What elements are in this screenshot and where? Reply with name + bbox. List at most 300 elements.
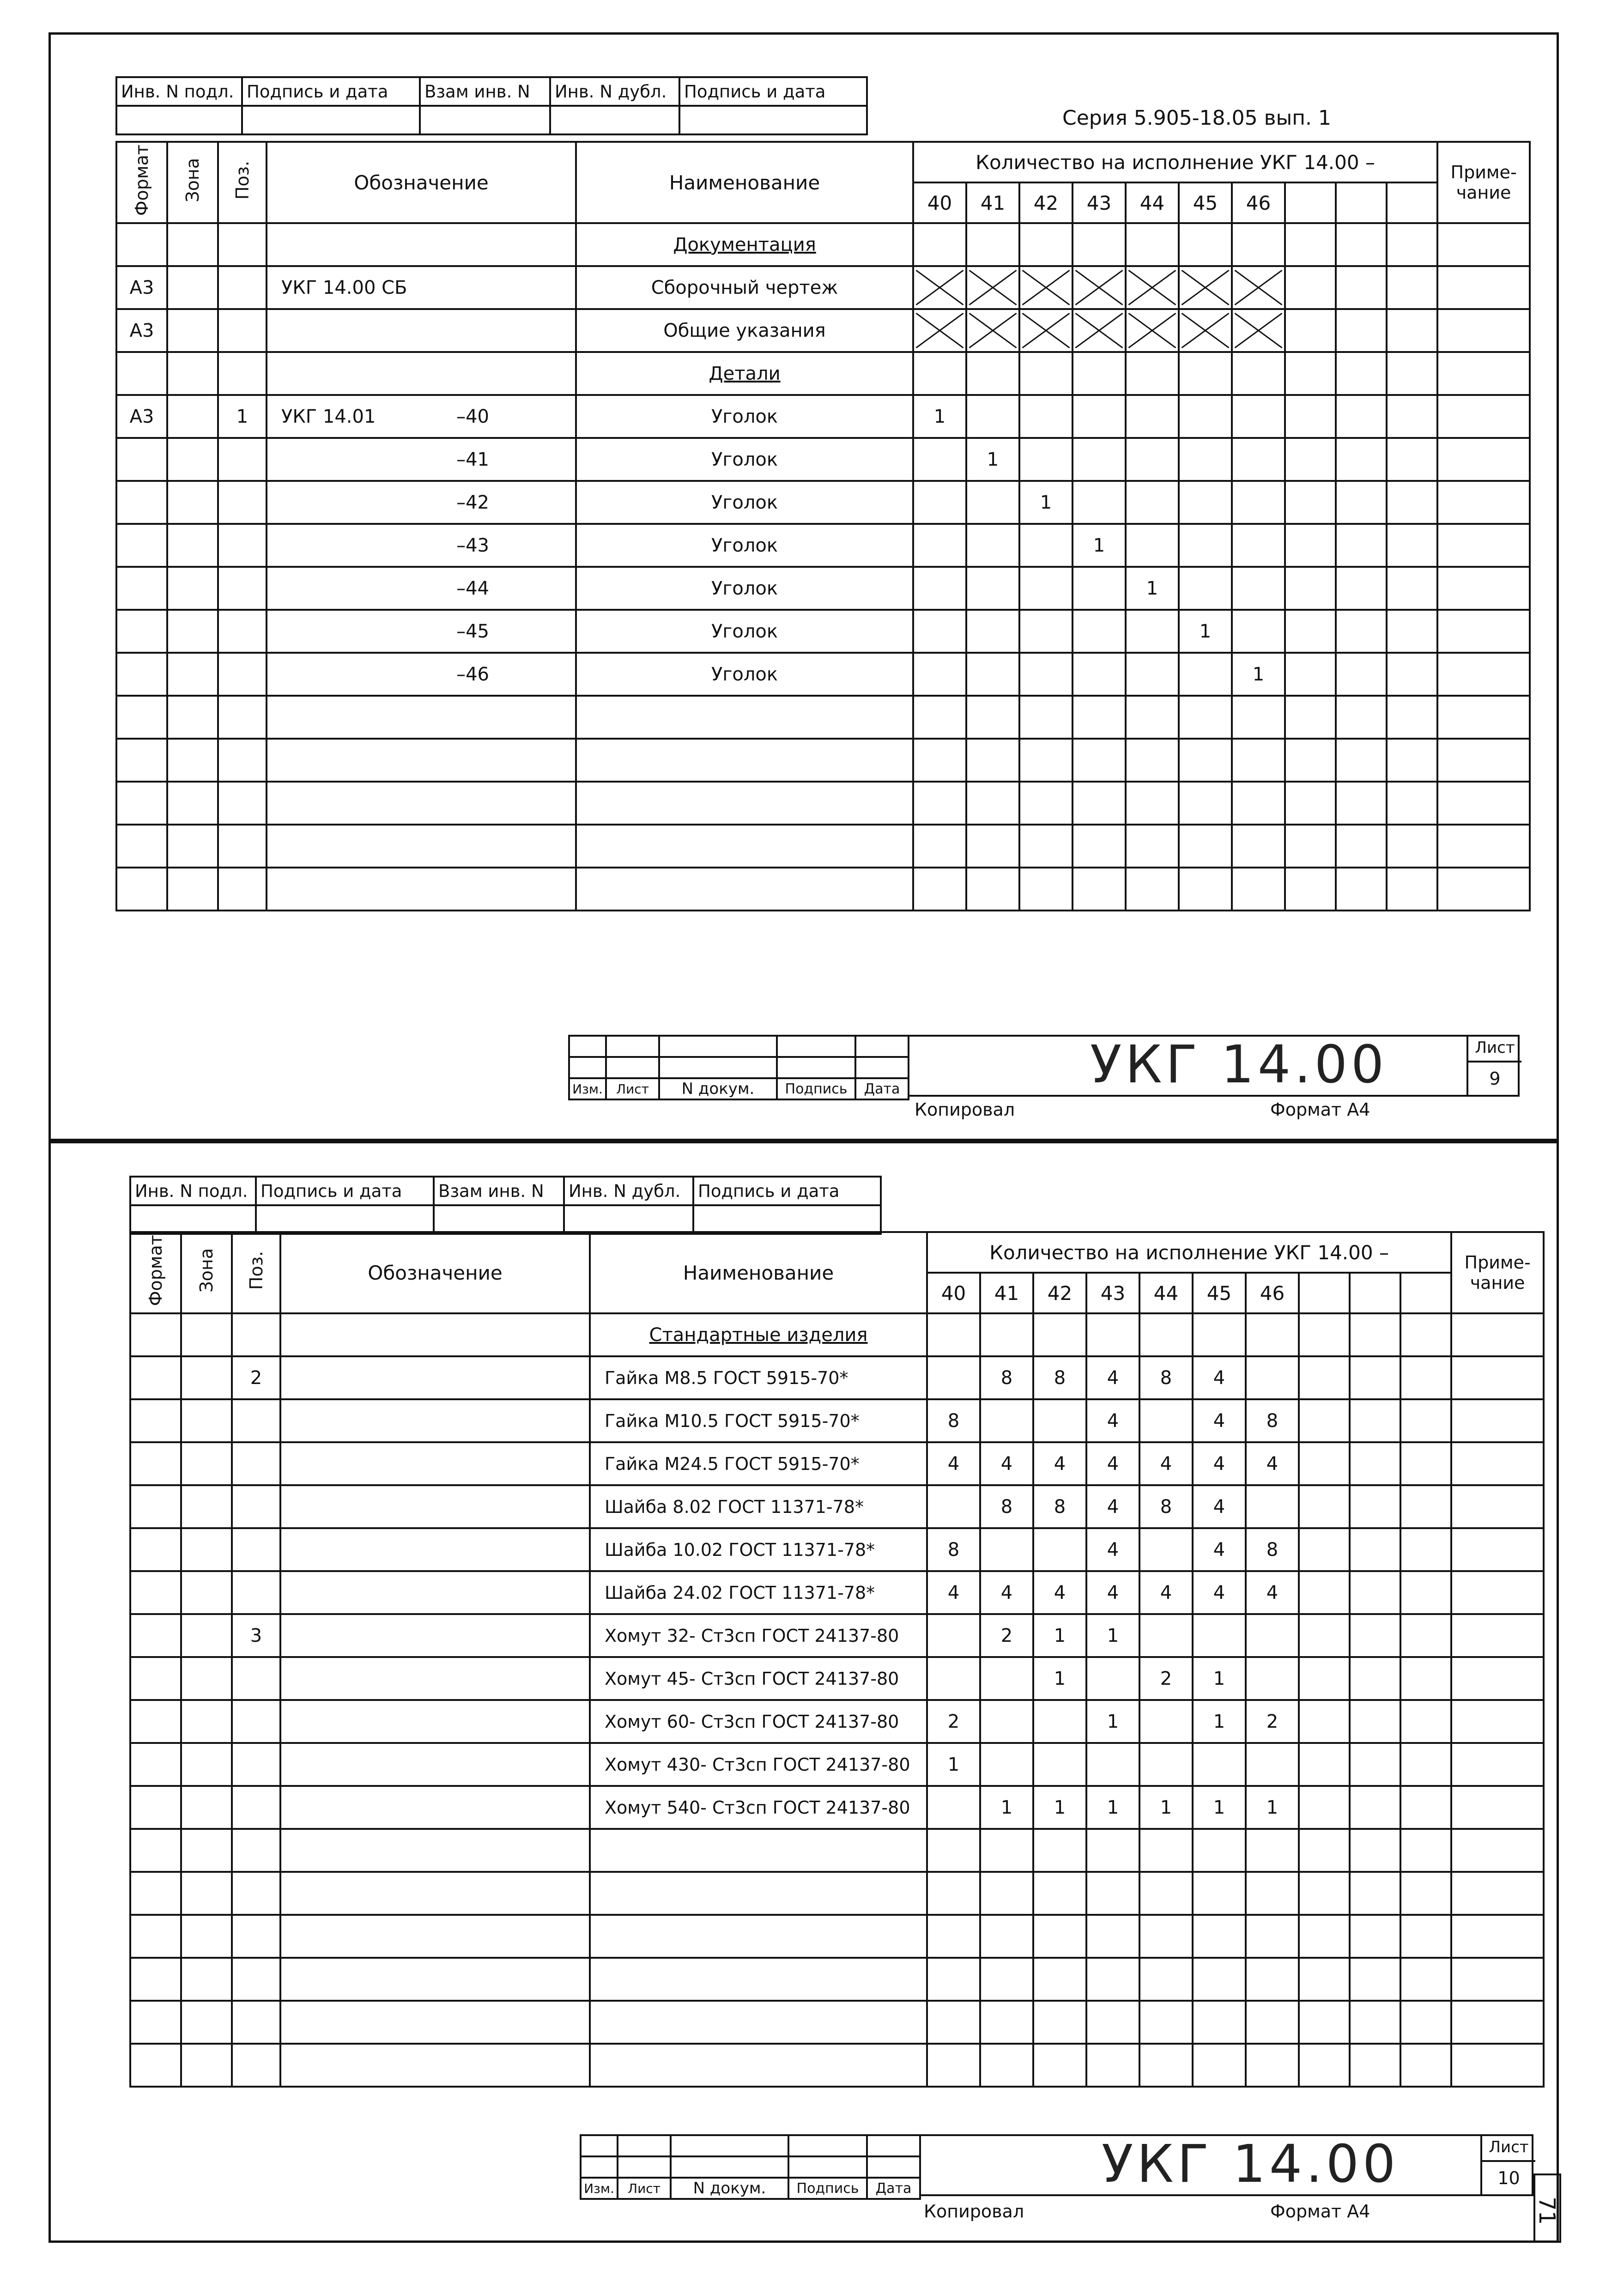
- note-cell: [1437, 223, 1530, 266]
- qty-cell: [1126, 868, 1179, 911]
- qty-cell: [1336, 825, 1387, 868]
- format-cell: [130, 1700, 181, 1743]
- qty-cell: [1336, 438, 1387, 481]
- note-cell: [1451, 1614, 1544, 1657]
- pos-cell: [218, 266, 267, 309]
- format-cell: [116, 352, 167, 395]
- table-row: [130, 1485, 1544, 1528]
- table-row: [130, 2044, 1544, 2087]
- corner-number-box: [1533, 2174, 1561, 2243]
- spec-body-2: [130, 1313, 1544, 2087]
- note-cell: [1451, 1313, 1544, 1356]
- qty-cell: [927, 1872, 980, 1915]
- qty-cell: [1033, 1399, 1086, 1442]
- qty-cell: [1019, 653, 1073, 696]
- qty-cell: [1086, 2001, 1139, 2044]
- name-cell: [590, 1872, 927, 1915]
- designation-cell: [280, 1786, 590, 1829]
- qty-cell: 1: [1193, 1786, 1246, 1829]
- qty-cell: [1086, 1958, 1139, 2001]
- strip-label: Подпись и дата: [693, 1177, 881, 1205]
- qty-cell: 1: [1086, 1786, 1139, 1829]
- qty-cell: [1350, 1829, 1400, 1872]
- name-cell: [576, 825, 913, 868]
- qty-cell: 1: [1033, 1786, 1086, 1829]
- format-cell: [130, 1786, 181, 1829]
- qty-cell: [1299, 1356, 1350, 1399]
- designation-cell: [280, 2001, 590, 2044]
- qty-cell: [1350, 1571, 1400, 1614]
- qty-cell: [1350, 1700, 1400, 1743]
- designation-cell: [267, 868, 576, 911]
- designation-code: УКГ 14.01: [281, 406, 376, 427]
- zone-cell: [167, 481, 218, 524]
- pos-cell: [218, 696, 267, 739]
- variant-header: 41: [980, 1273, 1033, 1313]
- sheet-number: 10: [1497, 2168, 1520, 2188]
- format-cell: А3: [116, 266, 167, 309]
- qty-cell: [1139, 1829, 1193, 1872]
- qty-cell: 1: [1086, 1614, 1139, 1657]
- designation-cell: [267, 610, 576, 653]
- qty-cell: [1126, 524, 1179, 567]
- table-row: [130, 1786, 1544, 1829]
- zone-cell: [181, 1485, 232, 1528]
- qty-cell: [980, 1743, 1033, 1786]
- qty-cell: [980, 1829, 1033, 1872]
- qty-cell: [1387, 309, 1437, 352]
- qty-cell: [1387, 825, 1437, 868]
- qty-cell: [1336, 223, 1387, 266]
- qty-cell: [1285, 696, 1336, 739]
- col-zone: Зона: [167, 142, 218, 223]
- qty-cell: 4: [1193, 1571, 1246, 1614]
- qty-cell: [1246, 1356, 1299, 1399]
- qty-cell: [1285, 653, 1336, 696]
- sheet-label: Лист: [1468, 1035, 1521, 1062]
- qty-cell: [1232, 395, 1285, 438]
- name-cell: Хомут 540- Ст3сп ГОСТ 24137-80: [590, 1786, 927, 1829]
- pos-cell: [218, 868, 267, 911]
- qty-cell: [1336, 567, 1387, 610]
- note-cell: [1437, 524, 1530, 567]
- qty-cell: [1336, 868, 1387, 911]
- crossed-cell: [1126, 309, 1179, 352]
- qty-cell: [1350, 1872, 1400, 1915]
- format-cell: [116, 825, 167, 868]
- zone-cell: [181, 1872, 232, 1915]
- qty-cell: [980, 1657, 1033, 1700]
- designation-cell: [267, 653, 576, 696]
- qty-cell: [1179, 352, 1232, 395]
- qty-cell: [1232, 438, 1285, 481]
- name-cell: Уголок: [576, 610, 913, 653]
- pos-cell: [218, 739, 267, 782]
- qty-cell: [1350, 2044, 1400, 2087]
- section-heading: Детали: [576, 352, 913, 395]
- strip-label: Взам инв. N: [434, 1177, 564, 1205]
- format-cell: [130, 1442, 181, 1485]
- qty-cell: [1139, 1915, 1193, 1958]
- variant-header: 46: [1246, 1273, 1299, 1313]
- qty-cell: [913, 567, 966, 610]
- note-cell: [1437, 782, 1530, 825]
- tb-label: Дата: [867, 2178, 920, 2199]
- qty-cell: 4: [1033, 1442, 1086, 1485]
- qty-cell: [1179, 481, 1232, 524]
- qty-cell: 4: [1193, 1356, 1246, 1399]
- qty-cell: [1285, 524, 1336, 567]
- note-cell: [1437, 481, 1530, 524]
- pos-cell: [232, 1399, 280, 1442]
- note-cell: [1437, 438, 1530, 481]
- qty-cell: 8: [1139, 1485, 1193, 1528]
- name-cell: Уголок: [576, 438, 913, 481]
- qty-cell: [966, 696, 1019, 739]
- qty-cell: [1019, 223, 1073, 266]
- variant-header: 42: [1033, 1273, 1086, 1313]
- qty-cell: [1232, 610, 1285, 653]
- name-cell: Шайба 8.02 ГОСТ 11371-78*: [590, 1485, 927, 1528]
- qty-cell: [1019, 352, 1073, 395]
- format-cell: [116, 481, 167, 524]
- crossed-cell: [1126, 266, 1179, 309]
- format-cell: [116, 610, 167, 653]
- variant-header: 45: [1193, 1273, 1246, 1313]
- pos-cell: [232, 1571, 280, 1614]
- designation-cell: [280, 1743, 590, 1786]
- qty-cell: [1139, 1700, 1193, 1743]
- strip-label: Инв. N подл.: [116, 77, 242, 106]
- qty-cell: [1086, 1743, 1139, 1786]
- name-cell: Хомут 45- Ст3сп ГОСТ 24137-80: [590, 1657, 927, 1700]
- qty-cell: [966, 395, 1019, 438]
- qty-cell: [1299, 1915, 1350, 1958]
- format-cell: [116, 567, 167, 610]
- qty-cell: [1179, 223, 1232, 266]
- qty-cell: 4: [1086, 1485, 1139, 1528]
- pos-cell: [232, 1872, 280, 1915]
- qty-cell: [1336, 610, 1387, 653]
- qty-cell: [927, 1958, 980, 2001]
- table-row: [116, 524, 1530, 567]
- qty-cell: [1073, 438, 1126, 481]
- qty-cell: [1387, 438, 1437, 481]
- variant-header: 40: [927, 1273, 980, 1313]
- zone-cell: [181, 1614, 232, 1657]
- qty-cell: [1285, 868, 1336, 911]
- tb-label: Подпись: [788, 2178, 867, 2199]
- spec-table-2: [129, 1231, 1545, 2088]
- qty-cell: [1179, 524, 1232, 567]
- qty-cell: [966, 653, 1019, 696]
- qty-cell: 1: [913, 395, 966, 438]
- qty-cell: 4: [1033, 1571, 1086, 1614]
- variant-header: 44: [1126, 182, 1179, 223]
- name-cell: [590, 1958, 927, 2001]
- col-zone: Зона: [181, 1232, 232, 1313]
- qty-cell: [1232, 223, 1285, 266]
- qty-cell: [1033, 2001, 1086, 2044]
- qty-cell: [1086, 1829, 1139, 1872]
- qty-cell: [1179, 868, 1232, 911]
- name-cell: Уголок: [576, 567, 913, 610]
- zone-cell: [181, 1958, 232, 2001]
- sheet-number: 9: [1489, 1069, 1501, 1089]
- qty-cell: [1400, 1442, 1451, 1485]
- qty-cell: [1387, 782, 1437, 825]
- qty-cell: [1126, 610, 1179, 653]
- qty-cell: [1299, 1442, 1350, 1485]
- qty-cell: 2: [1139, 1657, 1193, 1700]
- qty-cell: [1139, 2044, 1193, 2087]
- qty-cell: 4: [1193, 1485, 1246, 1528]
- zone-cell: [181, 1399, 232, 1442]
- designation-cell: [280, 2044, 590, 2087]
- qty-cell: [1179, 567, 1232, 610]
- qty-cell: 1: [1073, 524, 1126, 567]
- qty-cell: [1350, 1399, 1400, 1442]
- qty-cell: 1: [966, 438, 1019, 481]
- crossed-cell: [1232, 266, 1285, 309]
- qty-cell: 8: [1246, 1399, 1299, 1442]
- qty-cell: [1139, 1743, 1193, 1786]
- note-cell: [1451, 1485, 1544, 1528]
- col-qty-header: Количество на исполнение УКГ 14.00 –: [927, 1232, 1451, 1273]
- qty-cell: [1193, 1915, 1246, 1958]
- qty-cell: [1073, 223, 1126, 266]
- qty-cell: [1350, 1442, 1400, 1485]
- variant-header: 42: [1019, 182, 1073, 223]
- qty-cell: [913, 524, 966, 567]
- designation-cell: [267, 395, 576, 438]
- designation-cell: [280, 1915, 590, 1958]
- name-cell: [576, 739, 913, 782]
- corner-number: 71: [1534, 2197, 1560, 2225]
- qty-cell: 4: [1086, 1528, 1139, 1571]
- pos-cell: [218, 309, 267, 352]
- qty-cell: [1179, 395, 1232, 438]
- title-block-1: [568, 1035, 909, 1100]
- pos-cell: [218, 825, 267, 868]
- crossed-cell: [1073, 309, 1126, 352]
- note-cell: [1437, 352, 1530, 395]
- format-cell: [130, 1571, 181, 1614]
- format-cell: [130, 1743, 181, 1786]
- designation-cell: [280, 1485, 590, 1528]
- qty-cell: [1139, 1313, 1193, 1356]
- qty-cell: [1073, 395, 1126, 438]
- qty-cell: [1126, 352, 1179, 395]
- qty-cell: [1336, 481, 1387, 524]
- qty-cell: [1139, 1614, 1193, 1657]
- table-row: [116, 481, 1530, 524]
- sheet-1: [48, 32, 1559, 1141]
- crossed-cell: [1073, 266, 1126, 309]
- qty-cell: [1400, 1528, 1451, 1571]
- pos-cell: [218, 352, 267, 395]
- qty-cell: 4: [1246, 1571, 1299, 1614]
- qty-cell: [1387, 352, 1437, 395]
- zone-cell: [167, 696, 218, 739]
- qty-cell: [1019, 868, 1073, 911]
- qty-cell: [1350, 1313, 1400, 1356]
- qty-cell: [1285, 782, 1336, 825]
- qty-cell: [966, 352, 1019, 395]
- qty-cell: [927, 1614, 980, 1657]
- tb-label: Лист: [606, 1078, 659, 1099]
- qty-cell: 4: [1193, 1399, 1246, 1442]
- qty-cell: [1126, 782, 1179, 825]
- qty-cell: [1285, 395, 1336, 438]
- format-cell: [116, 739, 167, 782]
- name-cell: Хомут 60- Ст3сп ГОСТ 24137-80: [590, 1700, 927, 1743]
- qty-cell: 1: [1179, 610, 1232, 653]
- qty-cell: 1: [1246, 1786, 1299, 1829]
- archive-strip: [129, 1176, 882, 1235]
- qty-cell: 1: [1232, 653, 1285, 696]
- qty-cell: 4: [980, 1442, 1033, 1485]
- qty-cell: [1246, 1614, 1299, 1657]
- qty-cell: 1: [927, 1743, 980, 1786]
- pos-cell: [218, 223, 267, 266]
- qty-cell: [966, 868, 1019, 911]
- table-row: [116, 739, 1530, 782]
- designation-cell: [280, 1356, 590, 1399]
- variant-header: 43: [1073, 182, 1126, 223]
- qty-cell: 4: [927, 1442, 980, 1485]
- qty-cell: [1139, 2001, 1193, 2044]
- qty-cell: [927, 1915, 980, 1958]
- pos-cell: [232, 2044, 280, 2087]
- qty-cell: [1285, 481, 1336, 524]
- designation-variant: –42: [456, 492, 489, 513]
- archive-strip: [115, 76, 868, 135]
- strip-label: Инв. N дубл.: [550, 77, 679, 106]
- table-row: [130, 1743, 1544, 1786]
- qty-cell: [1019, 438, 1073, 481]
- name-cell: Хомут 32- Ст3сп ГОСТ 24137-80: [590, 1614, 927, 1657]
- qty-cell: [1400, 1786, 1451, 1829]
- zone-cell: [181, 1571, 232, 1614]
- qty-cell: [1033, 1958, 1086, 2001]
- qty-cell: [1019, 782, 1073, 825]
- qty-cell: [1387, 868, 1437, 911]
- qty-cell: [1400, 2044, 1451, 2087]
- crossed-cell: [1179, 266, 1232, 309]
- qty-cell: [1387, 696, 1437, 739]
- designation-variant: –44: [456, 577, 489, 599]
- zone-cell: [181, 1356, 232, 1399]
- format-cell: [130, 2001, 181, 2044]
- qty-cell: [1019, 395, 1073, 438]
- col-qty-header: Количество на исполнение УКГ 14.00 –: [913, 142, 1437, 182]
- qty-cell: [1387, 739, 1437, 782]
- name-cell: Общие указания: [576, 309, 913, 352]
- qty-cell: [1033, 1829, 1086, 1872]
- name-cell: Гайка М24.5 ГОСТ 5915-70*: [590, 1442, 927, 1485]
- qty-cell: 1: [1139, 1786, 1193, 1829]
- pos-cell: [218, 610, 267, 653]
- table-row: [130, 1571, 1544, 1614]
- qty-cell: [1350, 1528, 1400, 1571]
- zone-cell: [167, 309, 218, 352]
- format-cell: [130, 1614, 181, 1657]
- table-row: [116, 696, 1530, 739]
- tb-label: Дата: [855, 1078, 909, 1099]
- qty-cell: [1232, 481, 1285, 524]
- qty-cell: [1019, 825, 1073, 868]
- qty-cell: [1193, 1829, 1246, 1872]
- table-row: [130, 1700, 1544, 1743]
- designation-variant: –46: [456, 663, 489, 685]
- pos-cell: [232, 1743, 280, 1786]
- name-cell: Сборочный чертеж: [576, 266, 913, 309]
- zone-cell: [167, 438, 218, 481]
- spec-table-1: [115, 141, 1531, 911]
- col-designation: Обозначение: [267, 142, 576, 223]
- qty-cell: [1232, 868, 1285, 911]
- qty-cell: [1285, 739, 1336, 782]
- qty-cell: [1350, 1958, 1400, 2001]
- qty-cell: 4: [1193, 1442, 1246, 1485]
- format-label: Формат А4: [1270, 2201, 1370, 2222]
- format-cell: [130, 1399, 181, 1442]
- qty-cell: [966, 481, 1019, 524]
- qty-cell: [1086, 1872, 1139, 1915]
- copied-label: Копировал: [915, 1099, 1015, 1120]
- qty-cell: [1387, 524, 1437, 567]
- note-cell: [1451, 2044, 1544, 2087]
- crossed-cell: [966, 266, 1019, 309]
- designation-cell: УКГ 14.00 СБ: [267, 266, 576, 309]
- table-row: [116, 438, 1530, 481]
- strip-label: Инв. N подл.: [130, 1177, 256, 1205]
- qty-cell: [1336, 782, 1387, 825]
- qty-cell: 4: [1086, 1571, 1139, 1614]
- qty-cell: 1: [980, 1786, 1033, 1829]
- name-cell: Гайка М8.5 ГОСТ 5915-70*: [590, 1356, 927, 1399]
- pos-cell: [218, 438, 267, 481]
- qty-cell: [1336, 524, 1387, 567]
- qty-cell: [1336, 309, 1387, 352]
- note-cell: [1437, 610, 1530, 653]
- qty-cell: [980, 1528, 1033, 1571]
- pos-cell: [218, 653, 267, 696]
- note-cell: [1437, 266, 1530, 309]
- col-note: Приме-чание: [1437, 142, 1530, 223]
- qty-cell: [1232, 825, 1285, 868]
- table-row: [130, 1829, 1544, 1872]
- qty-cell: [1387, 653, 1437, 696]
- tb-label: Лист: [618, 2178, 671, 2199]
- qty-cell: [1139, 1958, 1193, 2001]
- qty-cell: [1126, 395, 1179, 438]
- qty-cell: 1: [1033, 1614, 1086, 1657]
- table-row: [130, 1356, 1544, 1399]
- table-row: [130, 1915, 1544, 1958]
- qty-cell: [1246, 2001, 1299, 2044]
- qty-cell: [1019, 739, 1073, 782]
- strip-label: Подпись и дата: [242, 77, 420, 106]
- qty-cell: 1: [1019, 481, 1073, 524]
- pos-cell: [218, 524, 267, 567]
- qty-cell: [980, 1399, 1033, 1442]
- copied-label: Копировал: [924, 2201, 1024, 2222]
- qty-cell: [927, 1657, 980, 1700]
- qty-cell: [1232, 696, 1285, 739]
- col-pos: Поз.: [232, 1232, 280, 1313]
